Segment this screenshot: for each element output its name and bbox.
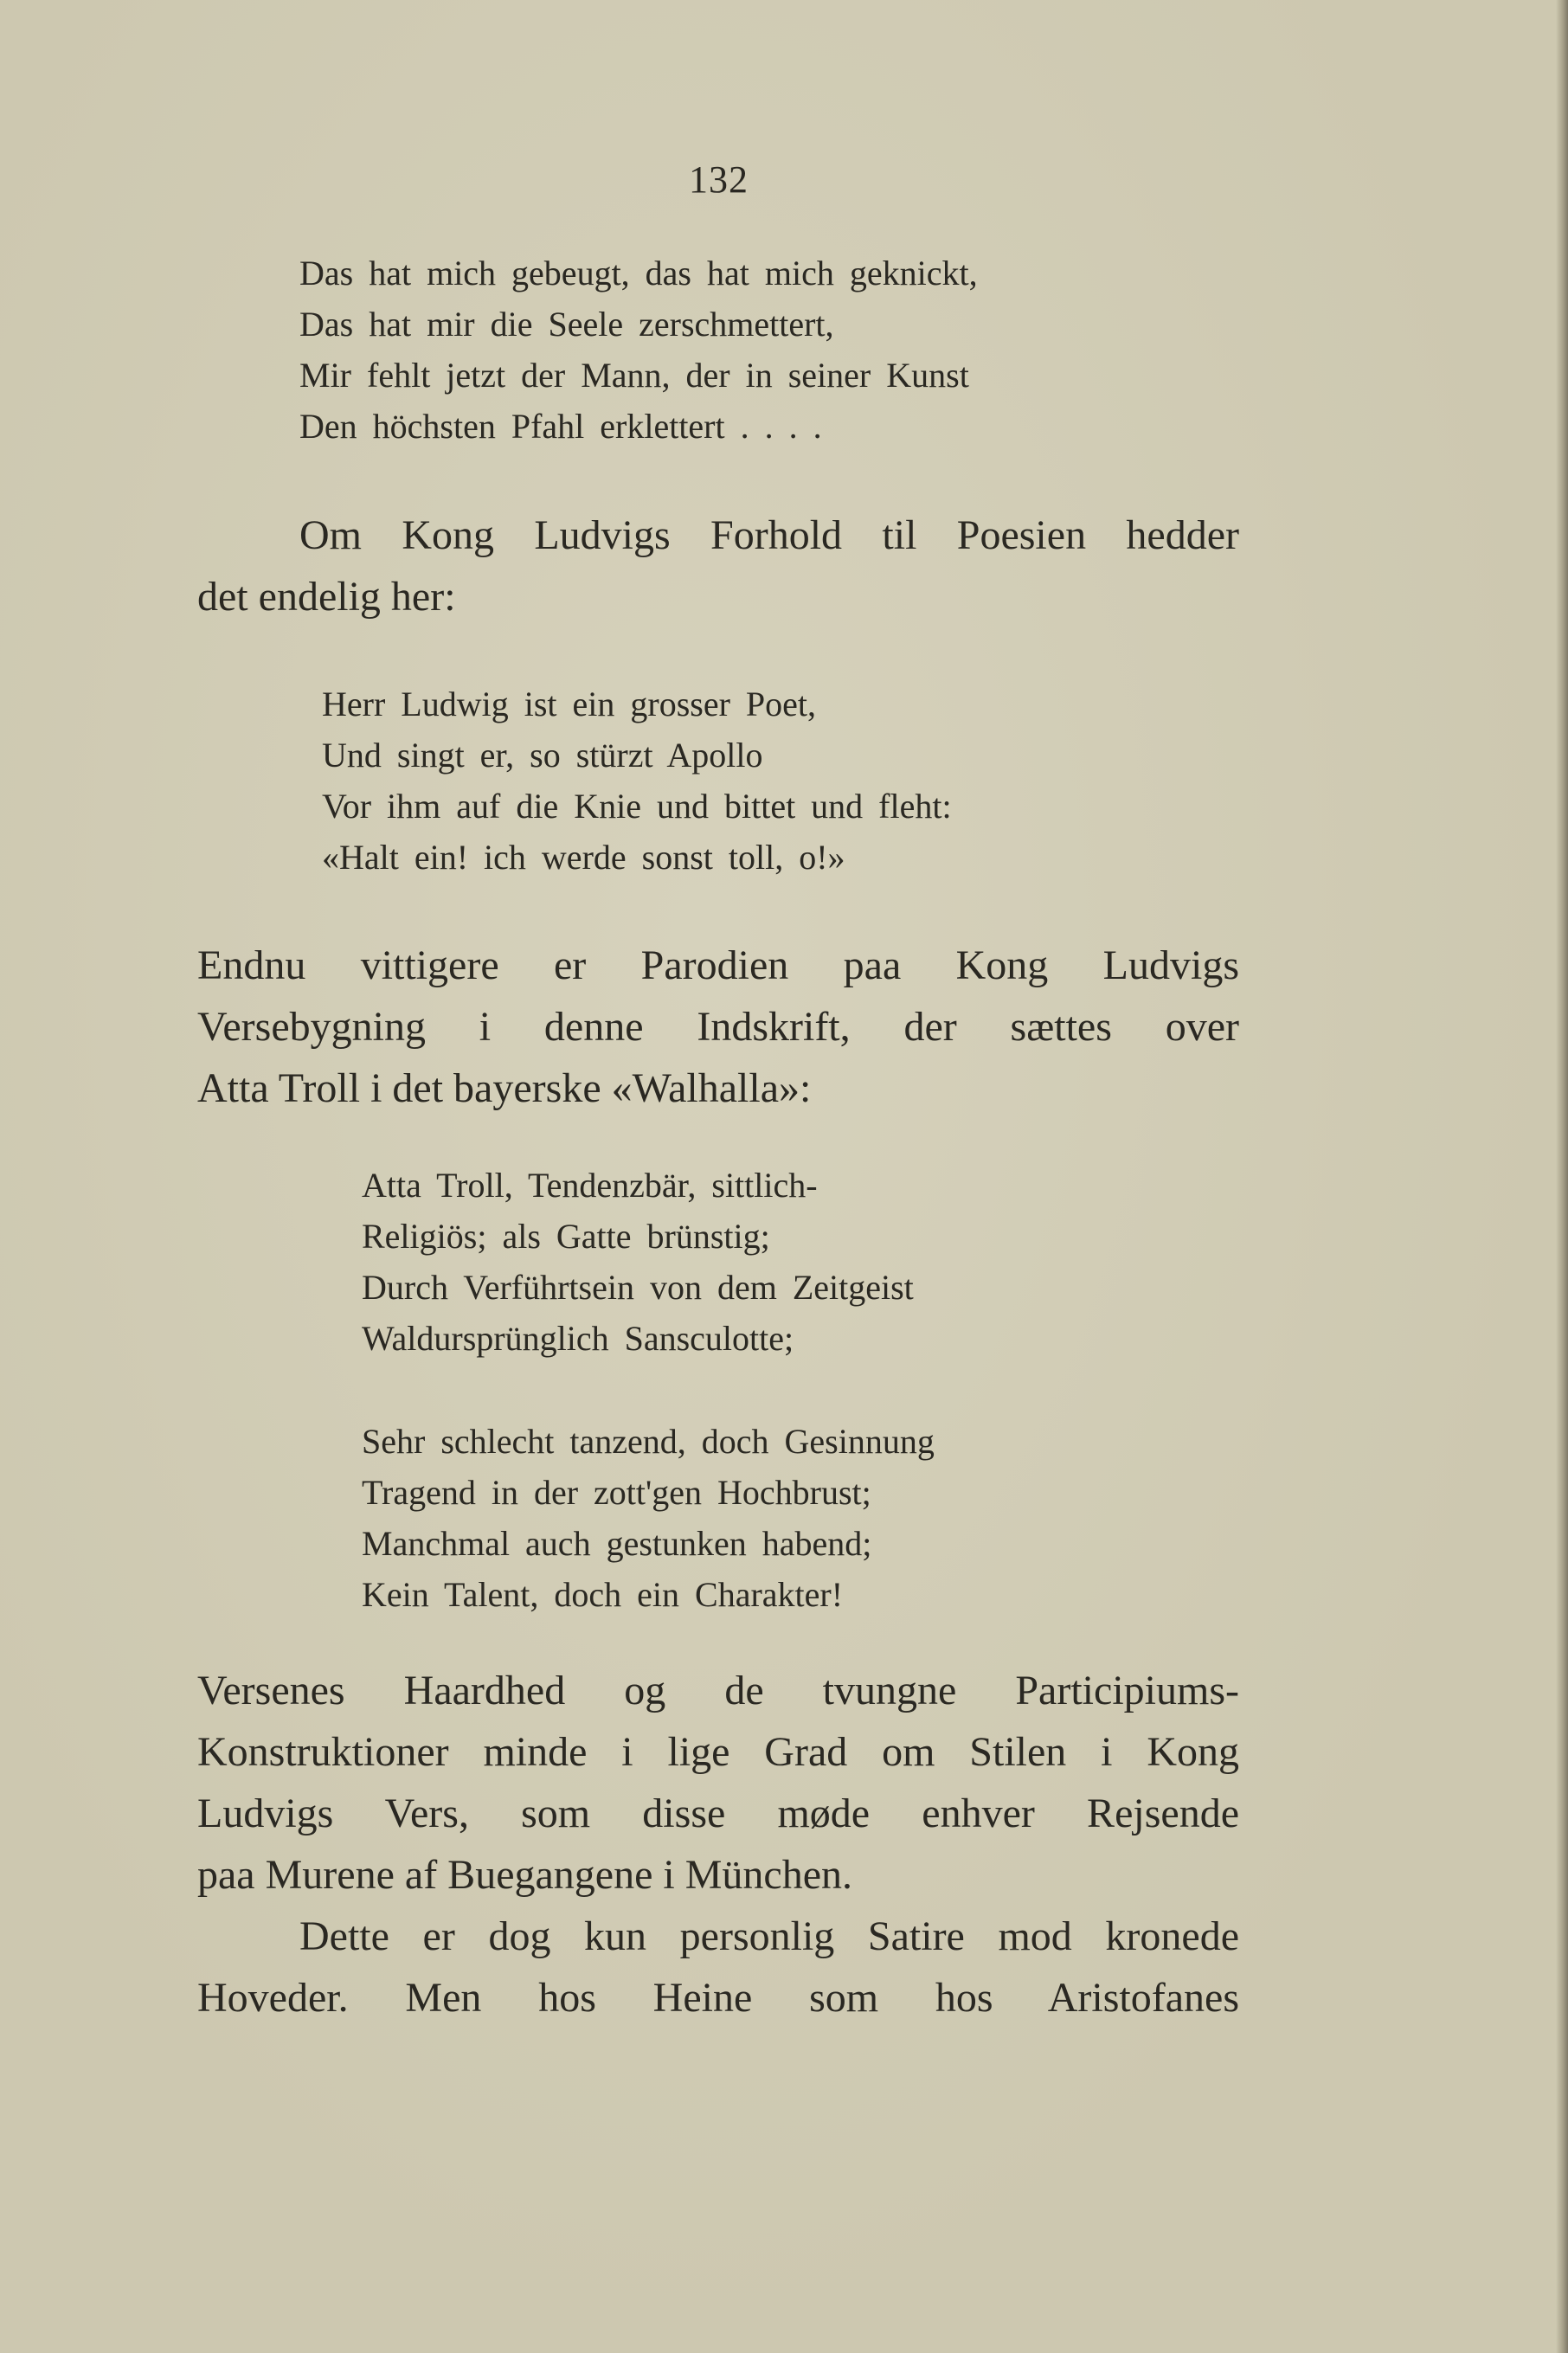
paragraph-line: Versebygning i denne Indskrift, der sættes over [197,1004,1239,1050]
paragraph-4 [197,1906,1239,2028]
paragraph-line: Endnu vittigere er Parodien paa Kong Ludvigs [197,942,1239,988]
paragraph-3 [197,1660,1239,1906]
verse-line: Mir fehlt jetzt der Mann, der in seiner Kunst [299,356,969,395]
paragraph-1 [197,505,1239,627]
verse-quote-1 [299,248,978,452]
verse-line: «Halt ein! ich werde sonst toll, o!» [322,838,845,877]
paragraph-line: Ludvigs Vers, som disse møde enhver Rejsende [197,1790,1239,1836]
paragraph-line: Konstruktioner minde i lige Grad om Stilen i Kong [197,1729,1239,1775]
paragraph-line: paa Murene af Buegangene i München. [197,1852,853,1898]
verse-line: Herr Ludwig ist ein grosser Poet, [322,685,817,723]
verse-line: Und singt er, so stürzt Apollo [322,736,763,775]
page-edge-shadow [1556,0,1568,2353]
paragraph-line: Om Kong Ludvigs Forhold til Poesien hedder [299,512,1239,558]
verse-quote-3 [362,1160,935,1620]
verse-line: Das hat mich gebeugt, das hat mich geknickt, [299,254,978,293]
verse-line: Waldursprünglich Sansculotte; [362,1319,794,1358]
verse-line: Vor ihm auf die Knie und bittet und fleht: [322,787,952,826]
verse-line: Manchmal auch gestunken habend; [362,1524,872,1563]
verse-line: Durch Verführtsein von dem Zeitgeist [362,1268,914,1307]
verse-line: Das hat mir die Seele zerschmettert, [299,305,834,344]
paragraph-line: Dette er dog kun personlig Satire mod kronede [299,1913,1239,1959]
verse-line: Atta Troll, Tendenzbär, sittlich- [362,1166,818,1205]
stanza-gap [362,1364,935,1416]
paragraph-line: det endelig her: [197,574,456,620]
verse-line: Sehr schlecht tanzend, doch Gesinnung [362,1422,935,1461]
page-number: 132 [689,158,749,201]
paragraph-line: Atta Troll i det bayerske «Walhalla»: [197,1065,812,1111]
paragraph-2 [197,935,1239,1119]
paragraph-line: Versenes Haardhed og de tvungne Participiums- [197,1668,1239,1713]
paragraph-line: Hoveder. Men hos Heine som hos Aristofanes [197,1975,1239,2021]
verse-line: Religiös; als Gatte brünstig; [362,1217,770,1256]
verse-line: Den höchsten Pfahl erklettert . . . . [299,407,822,446]
verse-quote-2 [322,678,952,883]
verse-line: Tragend in der zott'gen Hochbrust; [362,1473,871,1512]
verse-line: Kein Talent, doch ein Charakter! [362,1575,844,1614]
